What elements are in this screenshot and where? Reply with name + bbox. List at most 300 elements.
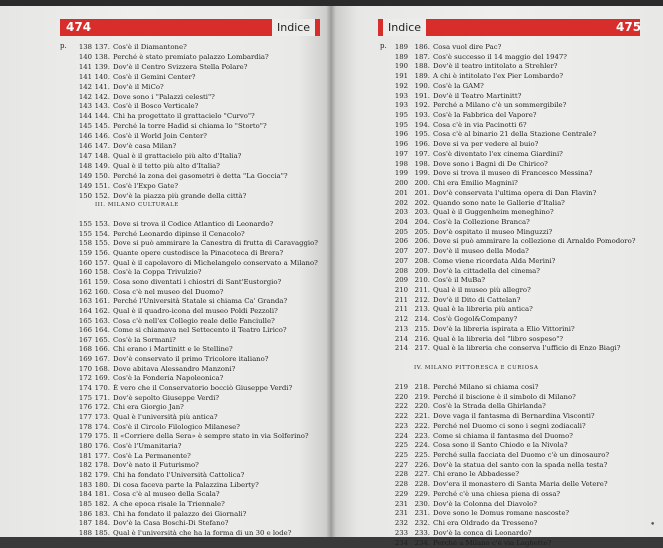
entry-number: 176. bbox=[94, 441, 110, 450]
entry-title: Dove sono le Domus romane nascoste? bbox=[433, 509, 570, 518]
entry-title: Perché il biscione è il simbolo di Milano? bbox=[433, 392, 576, 401]
entry-page-number: 186 bbox=[78, 509, 92, 518]
entry-title: Dove si può ammirare la collezione di Arnaldo Pomodoro? bbox=[433, 237, 636, 246]
entry-title: Cosa c'è nel museo del Duomo? bbox=[113, 287, 224, 296]
entry-number: 190. bbox=[414, 81, 430, 90]
entry-number: 178. bbox=[94, 461, 110, 470]
entry-title: Cosa c'è al binario 21 della Stazione Centrale? bbox=[433, 130, 597, 139]
entry-number: 234. bbox=[414, 538, 430, 547]
entry-number: 166. bbox=[94, 345, 110, 354]
entry-page-number: 182 bbox=[78, 461, 92, 470]
entry-title: Qual è il museo più allegro? bbox=[433, 286, 531, 294]
entry-number: 224. bbox=[414, 441, 430, 450]
entry-title: Cos'è il Bosco Verticale? bbox=[113, 102, 199, 111]
entry-title: Qual è l'università più antica? bbox=[113, 413, 218, 421]
top-edge bbox=[0, 0, 663, 6]
entry-number: 172. bbox=[94, 403, 110, 412]
entry-page-number: 177 bbox=[78, 413, 92, 421]
entry-page-number: 167 bbox=[78, 335, 92, 344]
entry-number: 150. bbox=[94, 171, 110, 180]
entry-title: Cos'è diventato l'ex cinema Giardini? bbox=[433, 149, 563, 158]
entry-page-number: 163 bbox=[78, 297, 92, 306]
entry-page-number: 204 bbox=[394, 217, 408, 226]
entry-title: Dov'è il Teatro Martinitt? bbox=[433, 91, 522, 100]
entry-number: 205. bbox=[414, 227, 430, 236]
entry-number: 179. bbox=[94, 470, 110, 479]
right-section-heading: IV. MILANO PITTORESCA E CURIOSA bbox=[414, 365, 539, 371]
entry-page-number: 206 bbox=[394, 237, 408, 246]
entry-page-number: 222 bbox=[394, 412, 408, 421]
entry-page-number: 185 bbox=[78, 499, 92, 508]
entry-title: Quando sono nate le Gallerie d'Italia? bbox=[433, 198, 565, 207]
entry-page-number: 229 bbox=[394, 489, 408, 498]
entry-number: 182. bbox=[94, 499, 110, 508]
entry-title: Cos'è il Gemini Center? bbox=[113, 72, 196, 81]
entry-number: 221. bbox=[414, 412, 430, 421]
entry-title: Dov'è la conca di Leonardo? bbox=[433, 528, 532, 537]
entry-title: Dove si va per vedere al buio? bbox=[433, 140, 539, 149]
entry-page-number: 228 bbox=[394, 480, 408, 489]
entry-title: Dov'è il museo della Moda? bbox=[433, 247, 529, 256]
entry-number: 216. bbox=[414, 334, 430, 343]
entry-number: 192. bbox=[414, 101, 430, 110]
entry-page-number: 165 bbox=[78, 316, 92, 325]
entry-number: 217. bbox=[414, 344, 430, 353]
entry-page-number: 181 bbox=[78, 451, 92, 460]
entry-title: Dov'è la cittadella del cinema? bbox=[433, 266, 540, 275]
entry-number: 209. bbox=[414, 266, 430, 275]
entry-number: 177. bbox=[94, 451, 110, 460]
entry-title: Cos'è La Permanente? bbox=[113, 451, 191, 460]
entry-title: Cos'è la GAM? bbox=[433, 81, 484, 90]
entry-number: 215. bbox=[414, 324, 430, 333]
entry-number: 206. bbox=[414, 237, 430, 246]
entry-title: Cos'è l'Expo Gate? bbox=[113, 181, 179, 190]
entry-number: 183. bbox=[94, 509, 110, 518]
entry-page-number: 231 bbox=[394, 499, 408, 508]
entry-page-number: 205 bbox=[394, 227, 408, 236]
entry-title: È vero che il Conservatorio bocciò Giuseppe Verdi? bbox=[113, 384, 293, 393]
entry-page-number: 146 bbox=[78, 142, 92, 150]
entry-title: Perché a Milano c'è un sommergibile? bbox=[433, 101, 567, 110]
entry-number: 219. bbox=[414, 392, 430, 401]
entry-page-number: 193 bbox=[394, 91, 408, 100]
entry-title: Cosa sono il Santo Chiodo e la Nivola? bbox=[433, 441, 568, 450]
entry-title: Perché a Milano c'è via Laghetto? bbox=[433, 538, 552, 547]
entry-number: 223. bbox=[414, 431, 430, 440]
entry-title: Dov'è ospitato il museo Minguzzi? bbox=[433, 227, 553, 236]
entry-title: Chi erano le Abbadesse? bbox=[433, 470, 520, 479]
entry-number: 218. bbox=[414, 383, 430, 391]
entry-number: 227. bbox=[414, 470, 430, 479]
entry-number: 137. bbox=[94, 43, 110, 51]
entry-number: 187. bbox=[414, 52, 430, 61]
entry-page-number: 189 bbox=[394, 52, 408, 61]
entry-page-number: 213 bbox=[394, 324, 408, 333]
entry-number: 191. bbox=[414, 91, 430, 100]
entry-number: 211. bbox=[414, 286, 430, 294]
entry-number: 200. bbox=[414, 179, 430, 188]
entry-title: A che epoca risale la Triennale? bbox=[113, 499, 225, 508]
entry-title: Cosa vuol dire Pac? bbox=[433, 43, 502, 51]
entry-number: 212. bbox=[414, 295, 430, 304]
entry-title: Dov'è casa Milan? bbox=[113, 142, 177, 150]
entry-title: Dov'era il monastero di Santa Maria delle Vetere? bbox=[433, 480, 608, 489]
entry-page-number: 144 bbox=[78, 112, 92, 121]
entry-page-number: 196 bbox=[394, 140, 408, 149]
entry-title: Perché Milano si chiama così? bbox=[433, 383, 539, 391]
entry-title: Dov'è la Casa Boschi-Di Stefano? bbox=[113, 519, 229, 528]
entry-page-number: 150 bbox=[78, 191, 92, 200]
entry-number: 144. bbox=[94, 112, 110, 121]
entry-title: Perché l'Università Statale si chiama Ca' Granda? bbox=[113, 297, 288, 306]
entry-title: Perché sulla facciata del Duomo c'è un dinosauro? bbox=[433, 451, 610, 460]
entry-number: 186. bbox=[414, 43, 430, 51]
entry-number: 199. bbox=[414, 169, 430, 178]
entry-page-number: 170 bbox=[78, 364, 92, 373]
right-p-marker: p. bbox=[380, 42, 387, 50]
entry-number: 151. bbox=[94, 181, 110, 190]
entry-page-number: 188 bbox=[78, 528, 92, 537]
entry-number: 147. bbox=[94, 142, 110, 150]
entry-title: Chi ha fondato l'Università Cattolica? bbox=[113, 470, 245, 479]
entry-number: 167. bbox=[94, 355, 110, 364]
entry-number: 162. bbox=[94, 306, 110, 315]
entry-title: Dov'è nato il Futurismo? bbox=[113, 461, 199, 470]
entry-title: Dov'è la piazza più grande della città? bbox=[113, 191, 247, 200]
entry-number: 171. bbox=[94, 393, 110, 402]
entry-number: 230. bbox=[414, 499, 430, 508]
entry-page-number: 228 bbox=[394, 470, 408, 479]
entry-number: 208. bbox=[414, 256, 430, 265]
entry-title: Cos'è la Fonderia Napoleonica? bbox=[113, 374, 224, 383]
entry-number: 197. bbox=[414, 149, 430, 158]
entry-page-number: 168 bbox=[78, 345, 92, 354]
entry-page-number: 146 bbox=[78, 132, 92, 141]
entry-title: Qual è il Guggenheim meneghino? bbox=[433, 208, 554, 217]
entry-page-number: 219 bbox=[394, 383, 408, 391]
entry-number: 228. bbox=[414, 480, 430, 489]
entry-page-number: 193 bbox=[394, 101, 408, 110]
entry-page-number: 164 bbox=[78, 306, 92, 315]
entry-number: 159. bbox=[94, 277, 110, 286]
entry-title: Dov'è sepolto Giuseppe Verdi? bbox=[113, 393, 220, 402]
entry-title: Dov'è il MiCo? bbox=[113, 82, 164, 91]
entry-page-number: 209 bbox=[394, 276, 408, 285]
entry-title: Chi ha fondato il palazzo dei Giornali? bbox=[113, 509, 247, 518]
entry-number: 142. bbox=[94, 92, 110, 101]
entry-title: Cos'è la Sormani? bbox=[113, 335, 176, 344]
entry-title: Qual è il grattacielo più alto d'Italia? bbox=[113, 151, 242, 160]
entry-number: 198. bbox=[414, 159, 430, 168]
entry-title: Qual è la libreria che conserva l'ufficio di Enzo Biagi? bbox=[433, 344, 621, 353]
entry-title: Qual è l'università che ha la forma di un 30 e lode? bbox=[113, 528, 292, 537]
entry-page-number: 166 bbox=[78, 326, 92, 335]
entry-page-number: 231 bbox=[394, 509, 408, 518]
entry-number: 164. bbox=[94, 326, 110, 335]
entry-page-number: 145 bbox=[78, 122, 92, 131]
entry-title: Qual è il tetto più alto d'Italia? bbox=[113, 161, 220, 170]
entry-title: Dov'è il Dito di Cattelan? bbox=[433, 295, 521, 304]
entry-page-number: 159 bbox=[78, 248, 92, 257]
entry-page-number: 155 bbox=[78, 229, 92, 238]
entry-title: Qual è il capolavoro di Michelangelo conservato a Milano? bbox=[113, 258, 318, 267]
entry-title: Dove vaga il fantasma di Bernardina Visconti? bbox=[433, 412, 595, 421]
entry-page-number: 175 bbox=[78, 393, 92, 402]
entry-page-number: 211 bbox=[394, 295, 408, 304]
entry-title: Dov'è la statua del santo con la spada nella testa? bbox=[433, 460, 608, 469]
entry-title: Cos'è la Fabbrica del Vapore? bbox=[433, 111, 537, 120]
entry-title: Il «Corriere della Sera» è sempre stato in via Solferino? bbox=[113, 432, 309, 441]
entry-title: Perché nel Duomo ci sono i segni zodiacali? bbox=[433, 421, 586, 430]
entry-page-number: 192 bbox=[394, 81, 408, 90]
entry-number: 189. bbox=[414, 72, 430, 81]
entry-title: Dov'è conservata l'ultima opera di Dan Flavin? bbox=[433, 188, 597, 197]
entry-number: 222. bbox=[414, 421, 430, 430]
entry-number: 165. bbox=[94, 335, 110, 344]
entry-page-number: 179 bbox=[78, 432, 92, 441]
entry-page-number: 184 bbox=[78, 490, 92, 499]
entry-number: 203. bbox=[414, 208, 430, 217]
stray-mark: • bbox=[650, 520, 656, 530]
entry-number: 174. bbox=[94, 422, 110, 431]
entry-number: 195. bbox=[414, 130, 430, 139]
entry-page-number: 148 bbox=[78, 161, 92, 170]
entry-page-number: 202 bbox=[394, 198, 408, 207]
entry-number: 160. bbox=[94, 287, 110, 296]
entry-title: Cos'è il Diamantone? bbox=[113, 43, 187, 51]
entry-page-number: 223 bbox=[394, 421, 408, 430]
entry-title: Dov'è conservato il primo Tricolore italiano? bbox=[113, 355, 269, 364]
entry-number: 213. bbox=[414, 305, 430, 314]
entry-title: Come si chiamava nel Settecento il Teatro Lirico? bbox=[113, 326, 287, 335]
entry-page-number: 207 bbox=[394, 256, 408, 265]
entry-page-number: 155 bbox=[78, 220, 92, 228]
entry-page-number: 207 bbox=[394, 247, 408, 256]
entry-page-number: 160 bbox=[78, 268, 92, 277]
entry-page-number: 195 bbox=[394, 111, 408, 120]
entry-page-number: 232 bbox=[394, 519, 408, 528]
entry-page-number: 143 bbox=[78, 102, 92, 111]
entry-page-number: 162 bbox=[78, 287, 92, 296]
entry-title: Dove sono i Bagni di De Chirico? bbox=[433, 159, 548, 168]
entry-page-number: 227 bbox=[394, 460, 408, 469]
entry-title: Cos'è il Circolo Filologico Milanese? bbox=[113, 422, 240, 431]
entry-number: 148. bbox=[94, 151, 110, 160]
entry-number: 210. bbox=[414, 276, 430, 285]
entry-page-number: 191 bbox=[394, 72, 408, 81]
entry-page-number: 189 bbox=[394, 43, 408, 51]
entry-page-number: 212 bbox=[394, 315, 408, 324]
entry-page-number: 172 bbox=[78, 374, 92, 383]
entry-number: 220. bbox=[414, 402, 430, 411]
entry-number: 140. bbox=[94, 72, 110, 81]
entry-number: 193. bbox=[414, 111, 430, 120]
entry-title: Cos'è il World Join Center? bbox=[113, 132, 207, 141]
entry-number: 169. bbox=[94, 374, 110, 383]
left-header-title: Indice bbox=[272, 19, 315, 36]
entry-page-number: 138 bbox=[78, 43, 92, 51]
entry-page-number: 141 bbox=[78, 72, 92, 81]
entry-title: Perché la torre Hadid si chiama lo "Storto"? bbox=[113, 122, 267, 131]
entry-number: 146. bbox=[94, 132, 110, 141]
entry-page-number: 198 bbox=[394, 159, 408, 168]
entry-page-number: 178 bbox=[78, 422, 92, 431]
entry-number: 168. bbox=[94, 364, 110, 373]
entry-title: Chi era Oldrado da Tresseno? bbox=[433, 519, 538, 528]
entry-page-number: 220 bbox=[394, 392, 408, 401]
entry-page-number: 222 bbox=[394, 402, 408, 411]
entry-number: 158. bbox=[94, 268, 110, 277]
entry-number: 225. bbox=[414, 451, 430, 460]
entry-number: 226. bbox=[414, 460, 430, 469]
entry-title: Come viene ricordata Alda Merini? bbox=[433, 256, 556, 265]
entry-title: Dove sono i "Palazzi celesti"? bbox=[113, 92, 215, 101]
entry-page-number: 197 bbox=[394, 149, 408, 158]
entry-page-number: 203 bbox=[394, 208, 408, 217]
entry-title: Qual è la libreria più antica? bbox=[433, 305, 533, 314]
entry-title: Cosa c'è al museo della Scala? bbox=[113, 490, 220, 499]
entry-page-number: 142 bbox=[78, 92, 92, 101]
entry-title: Cos'è successo il 14 maggio del 1947? bbox=[433, 52, 567, 61]
entry-title: Cos'è l'Umanitaria? bbox=[113, 441, 182, 450]
entry-title: Perché la zona dei gasometri è detta "La Goccia"? bbox=[113, 171, 288, 180]
entry-title: Dov'è la Colonna del Diavolo? bbox=[433, 499, 537, 508]
entry-number: 185. bbox=[94, 528, 110, 537]
book-gutter bbox=[326, 0, 336, 537]
entry-number: 214. bbox=[414, 315, 430, 324]
entry-number: 180. bbox=[94, 480, 110, 489]
entry-title: Dov'è la libreria ispirata a Elio Vittorini? bbox=[433, 324, 575, 333]
entry-title: Cosa c'è nell'ex Collegio reale delle Fanciulle? bbox=[113, 316, 275, 325]
entry-page-number: 141 bbox=[78, 62, 92, 71]
entry-title: Dov'è il teatro intitolato a Strehler? bbox=[433, 62, 558, 71]
entry-page-number: 142 bbox=[78, 82, 92, 91]
entry-page-number: 214 bbox=[394, 334, 408, 343]
entry-title: Perché c'è una chiesa piena di ossa? bbox=[433, 489, 561, 498]
entry-number: 204. bbox=[414, 217, 430, 226]
entry-number: 155. bbox=[94, 239, 110, 248]
entry-number: 149. bbox=[94, 161, 110, 170]
entry-number: 156. bbox=[94, 248, 110, 257]
entry-page-number: 176 bbox=[78, 403, 92, 412]
entry-page-number: 169 bbox=[78, 355, 92, 364]
entry-number: 154. bbox=[94, 229, 110, 238]
entry-number: 232. bbox=[414, 519, 430, 528]
entry-number: 138. bbox=[94, 52, 110, 61]
entry-title: Dove si trova il Codice Atlantico di Leonardo? bbox=[113, 220, 274, 228]
entry-title: Di cosa faceva parte la Palazzina Liberty? bbox=[113, 480, 259, 489]
left-page-number: 474 bbox=[66, 20, 92, 34]
entry-page-number: 214 bbox=[394, 344, 408, 353]
entry-number: 170. bbox=[94, 384, 110, 393]
right-header-tick bbox=[378, 20, 381, 35]
entry-page-number: 196 bbox=[394, 130, 408, 139]
entry-page-number: 149 bbox=[78, 181, 92, 190]
entry-page-number: 233 bbox=[394, 528, 408, 537]
entry-number: 141. bbox=[94, 82, 110, 91]
entry-title: Dove abitava Alessandro Manzoni? bbox=[113, 364, 236, 373]
entry-page-number: 199 bbox=[394, 169, 408, 178]
entry-title: Chi era Emilio Magnini? bbox=[433, 179, 518, 188]
entry-title: Dov'è il Centro Svizzera Stella Polare? bbox=[113, 62, 248, 71]
entry-title: Chi erano i Martinitt e le Stelline? bbox=[113, 345, 233, 354]
entry-page-number: 183 bbox=[78, 480, 92, 489]
entry-number: 196. bbox=[414, 140, 430, 149]
entry-number: 175. bbox=[94, 432, 110, 441]
right-page-number: 475 bbox=[616, 20, 642, 34]
entry-page-number: 187 bbox=[78, 519, 92, 528]
entry-page-number: 180 bbox=[78, 441, 92, 450]
entry-page-number: 149 bbox=[78, 171, 92, 180]
entry-page-number: 234 bbox=[394, 538, 408, 547]
entry-page-number: 160 bbox=[78, 258, 92, 267]
entry-number: 139. bbox=[94, 62, 110, 71]
entry-title: Qual è il quadro-icona del museo Poldi Pezzoli? bbox=[113, 306, 278, 315]
entry-page-number: 224 bbox=[394, 431, 408, 440]
left-section-heading: III. MILANO CULTURALE bbox=[95, 202, 179, 208]
entry-number: 163. bbox=[94, 316, 110, 325]
entry-number: 145. bbox=[94, 122, 110, 131]
entry-title: Chi era Giorgio Jan? bbox=[113, 403, 184, 412]
entry-number: 229. bbox=[414, 489, 430, 498]
entry-page-number: 174 bbox=[78, 384, 92, 393]
entry-title: Come si chiama il fantasma del Duomo? bbox=[433, 431, 573, 440]
entry-number: 161. bbox=[94, 297, 110, 306]
entry-page-number: 147 bbox=[78, 151, 92, 160]
entry-title: Cos'è Gogol&Company? bbox=[433, 315, 518, 324]
entry-page-number: 225 bbox=[394, 441, 408, 450]
entry-title: Dove si può ammirare la Canestra di frutta di Caravaggio? bbox=[113, 239, 318, 248]
entry-title: Qual è la libreria del "libro sospeso"? bbox=[433, 334, 564, 343]
entry-page-number: 182 bbox=[78, 470, 92, 479]
entry-number: 157. bbox=[94, 258, 110, 267]
entry-page-number: 190 bbox=[394, 62, 408, 71]
entry-number: 152. bbox=[94, 191, 110, 200]
entry-page-number: 140 bbox=[78, 52, 92, 61]
entry-number: 207. bbox=[414, 247, 430, 256]
entry-title: A chi è intitolato l'ex Pier Lombardo? bbox=[433, 72, 564, 81]
entry-title: Perché Leonardo dipinse il Cenacolo? bbox=[113, 229, 245, 238]
entry-number: 201. bbox=[414, 188, 430, 197]
entry-number: 194. bbox=[414, 120, 430, 129]
entry-title: Cos'è il MuBa? bbox=[433, 276, 486, 285]
entry-number: 143. bbox=[94, 102, 110, 111]
entry-page-number: 208 bbox=[394, 266, 408, 275]
entry-title: Quante opere custodisce la Pinacoteca di Brera? bbox=[113, 248, 284, 257]
entry-number: 181. bbox=[94, 490, 110, 499]
entry-page-number: 195 bbox=[394, 120, 408, 129]
entry-page-number: 161 bbox=[78, 277, 92, 286]
entry-number: 173. bbox=[94, 413, 110, 421]
entry-title: Perché è stato premiato palazzo Lombardia? bbox=[113, 52, 269, 61]
entry-title: Cosa c'è in via Pacinotti 6? bbox=[433, 120, 527, 129]
entry-page-number: 225 bbox=[394, 451, 408, 460]
entry-title: Cos'è la Strada della Ghirlanda? bbox=[433, 402, 546, 411]
entry-page-number: 211 bbox=[394, 305, 408, 314]
entry-page-number: 201 bbox=[394, 188, 408, 197]
entry-number: 202. bbox=[414, 198, 430, 207]
entry-page-number: 200 bbox=[394, 179, 408, 188]
entry-number: 231. bbox=[414, 509, 430, 518]
left-header-tick bbox=[317, 20, 320, 35]
entry-number: 188. bbox=[414, 62, 430, 71]
entry-number: 184. bbox=[94, 519, 110, 528]
entry-title: Cos'è la Collezione Branca? bbox=[433, 217, 530, 226]
left-p-marker: p. bbox=[60, 42, 67, 50]
entry-title: Dove si trova il museo di Francesco Messina? bbox=[433, 169, 593, 178]
entry-number: 153. bbox=[94, 220, 110, 228]
